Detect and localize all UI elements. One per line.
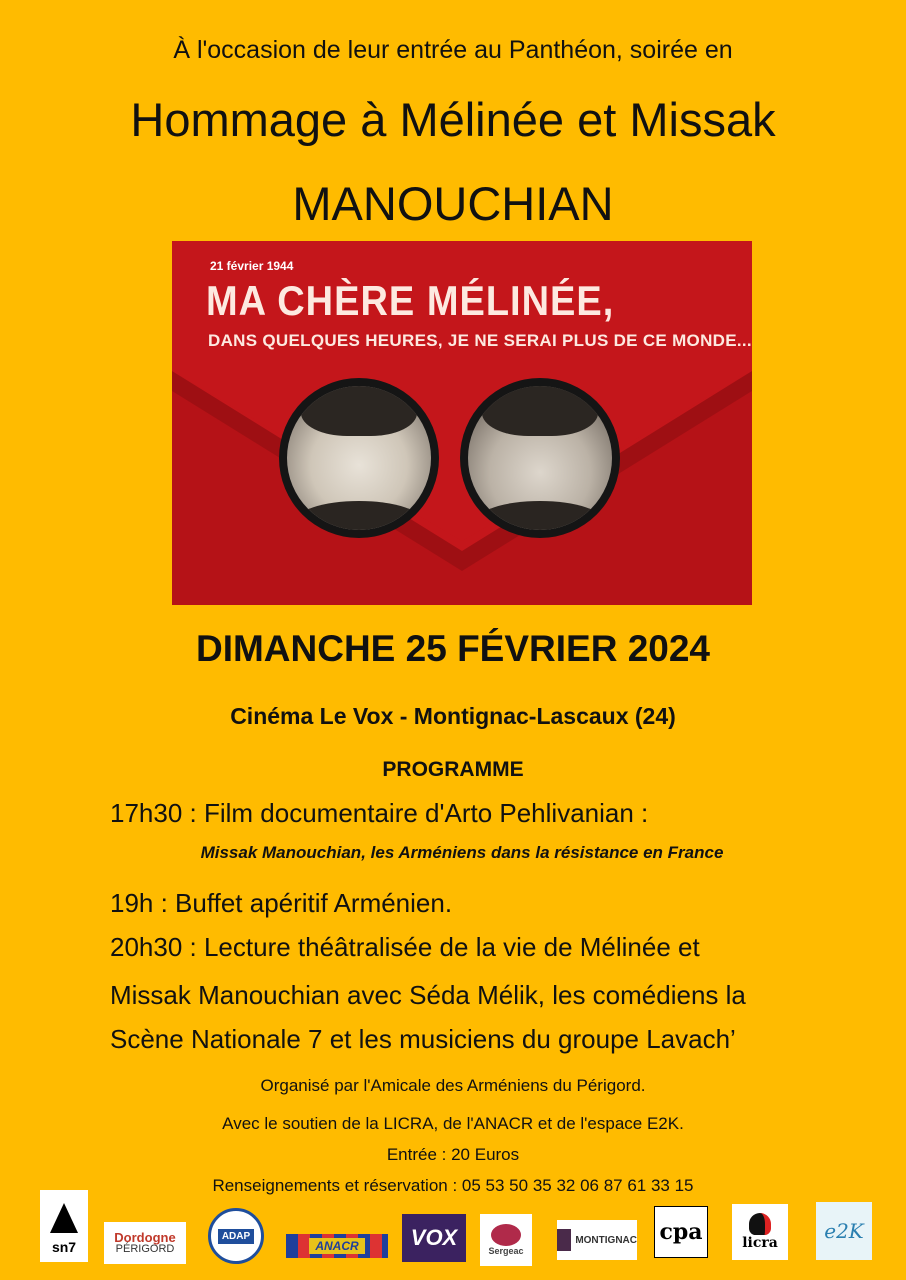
cpa-logo: cpa	[654, 1206, 708, 1258]
sergeac-logo: Sergeac	[480, 1214, 532, 1266]
dordogne-perigord-logo: Dordogne PÉRIGORD	[104, 1222, 186, 1264]
support-text: Avec le soutien de la LICRA, de l'ANACR et de l'espace E2K.	[222, 1114, 684, 1133]
organiser-text: Organisé par l'Amicale des Arméniens du Périgord.	[260, 1076, 646, 1095]
portrait-melinee	[279, 378, 439, 538]
montignac-logo: MONTIGNAC	[557, 1220, 637, 1260]
anacr-logo: ANACR	[286, 1234, 388, 1258]
programme-heading: PROGRAMME	[382, 758, 524, 781]
poster-subheadline: DANS QUELQUES HEURES, JE NE SERAI PLUS DE CE MONDE...	[208, 331, 752, 350]
programme-item-reading-3: Scène Nationale 7 et les musiciens du groupe Lavach’	[110, 1024, 736, 1054]
poster-headline: MA CHÈRE MÉLINÉE,	[206, 278, 615, 326]
sn7-logo: sn7	[40, 1190, 88, 1262]
contact-info: Renseignements et réservation : 05 53 50 35 32 06 87 61 33 15	[212, 1176, 694, 1195]
programme-item-film: 17h30 : Film documentaire d'Arto Pehlivanian :	[110, 798, 649, 828]
programme-item-reading-1: 20h30 : Lecture théâtralisée de la vie de Mélinée et	[110, 932, 700, 962]
sponsor-logos	[0, 1186, 906, 1280]
programme-item-reading-2: Missak Manouchian avec Séda Mélik, les comédiens la	[110, 980, 746, 1010]
programme-film-title: Missak Manouchian, les Arméniens dans la résistance en France	[200, 843, 724, 862]
e2k-logo: e2K	[816, 1202, 872, 1260]
title-line-2: MANOUCHIAN	[292, 177, 614, 230]
portrait-missak	[460, 378, 620, 538]
licra-logo: licra	[732, 1204, 788, 1260]
title-line-1: Hommage à Mélinée et Missak	[130, 93, 776, 146]
event-venue: Cinéma Le Vox - Montignac-Lascaux (24)	[230, 703, 676, 729]
event-date: DIMANCHE 25 FÉVRIER 2024	[195, 628, 711, 669]
poster-image	[172, 241, 752, 605]
poster-date: 21 février 1944	[210, 259, 294, 273]
entry-price: Entrée : 20 Euros	[386, 1145, 520, 1164]
adap-logo: ADAP	[208, 1208, 264, 1264]
intro-text: À l'occasion de leur entrée au Panthéon, soirée en	[173, 36, 733, 64]
programme-item-buffet: 19h : Buffet apéritif Arménien.	[110, 888, 453, 918]
vox-cinema-logo: VOX	[402, 1214, 466, 1262]
